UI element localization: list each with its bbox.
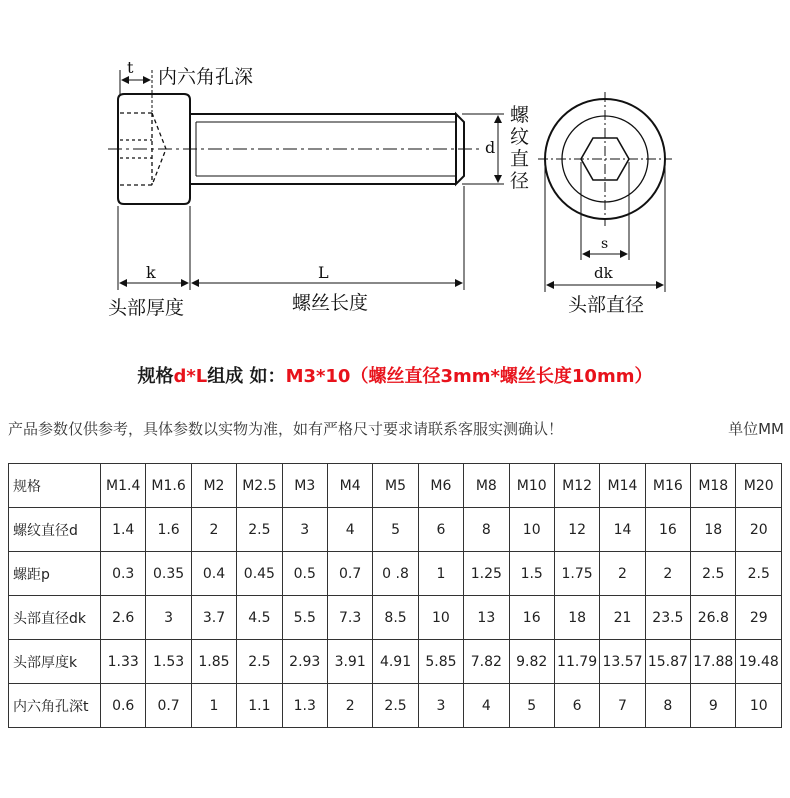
table-cell: 1.3 [282,684,327,728]
table-column-header: M2 [191,464,236,508]
table-cell: 0.35 [146,552,191,596]
table-cell: 11.79 [554,640,599,684]
table-cell: 16 [645,508,690,552]
table-header-row [9,464,782,508]
table-row-label: 内六角孔深t [9,684,101,728]
table-cell: 2 [191,508,236,552]
table-row-label: 头部直径dk [9,596,101,640]
k-dimension-label: k [146,263,156,282]
table-cell: 2.5 [237,508,282,552]
head-diameter-label: 头部直径 [568,294,645,316]
table-column-header: M5 [373,464,418,508]
table-cell: 10 [418,596,463,640]
table-column-header: M14 [600,464,645,508]
table-cell: 1.4 [101,508,146,552]
table-cell: 0.4 [191,552,236,596]
spec-formula [0,362,790,388]
d-dimension-label: d [485,138,496,157]
table-cell: 2.5 [736,552,782,596]
table-cell: 5.5 [282,596,327,640]
table-cell: 6 [554,684,599,728]
table-cell: 1.33 [101,640,146,684]
thread-diameter-label: 螺纹直径 [510,104,530,192]
table-cell: 10 [509,508,554,552]
table-row [9,596,782,640]
table-column-header: M20 [736,464,782,508]
table-cell: 18 [554,596,599,640]
table-cell: 21 [600,596,645,640]
table-cell: 23.5 [645,596,690,640]
table-column-header: M18 [691,464,736,508]
head-thickness-label: 头部厚度 [108,297,185,319]
table-cell: 0.7 [146,684,191,728]
table-cell: 2.5 [691,552,736,596]
table-row-label: 螺距p [9,552,101,596]
reference-notice [8,418,788,439]
table-cell: 0.45 [237,552,282,596]
dk-dimension-label: dk [594,264,613,282]
table-cell: 20 [736,508,782,552]
table-cell: 5 [373,508,418,552]
table-cell: 13.57 [600,640,645,684]
table-column-header: M1.6 [146,464,191,508]
table-cell: 2.5 [373,684,418,728]
table-cell: 16 [509,596,554,640]
table-cell: 3 [146,596,191,640]
table-cell: 0.6 [101,684,146,728]
table-cell: 4 [464,684,509,728]
table-column-header: M4 [327,464,372,508]
screw-drawing [0,0,790,335]
formula-dl: d*L [173,366,208,387]
hex-depth-label: 内六角孔深 [158,66,254,88]
table-cell: 8 [464,508,509,552]
table-cell: 9 [691,684,736,728]
table-cell: 2 [645,552,690,596]
table-cell: 2 [600,552,645,596]
table-cell: 2.6 [101,596,146,640]
table-column-header: M3 [282,464,327,508]
table-cell: 5 [509,684,554,728]
table-cell: 1.25 [464,552,509,596]
table-cell: 6 [418,508,463,552]
table-cell: 19.48 [736,640,782,684]
table-cell: 0.3 [101,552,146,596]
table-cell: 1.6 [146,508,191,552]
table-cell: 15.87 [645,640,690,684]
table-header-label: 规格 [9,464,101,508]
table-cell: 3 [282,508,327,552]
table-cell: 5.85 [418,640,463,684]
table-column-header: M8 [464,464,509,508]
table-cell: 1.75 [554,552,599,596]
table-cell: 9.82 [509,640,554,684]
table-column-header: M10 [509,464,554,508]
table-row-label: 螺纹直径d [9,508,101,552]
table-cell: 7.3 [327,596,372,640]
table-cell: 4.91 [373,640,418,684]
formula-prefix: 规格 [137,366,174,387]
s-dimension-label: s [601,236,609,252]
formula-example: M3*10（螺丝直径3mm*螺丝长度10mm） [285,366,653,387]
table-cell: 0 .8 [373,552,418,596]
table-cell: 4.5 [237,596,282,640]
table-cell: 10 [736,684,782,728]
table-cell: 12 [554,508,599,552]
table-cell: 17.88 [691,640,736,684]
table-cell: 1.53 [146,640,191,684]
table-row [9,640,782,684]
table-cell: 1.5 [509,552,554,596]
L-dimension-label: L [318,263,329,282]
table-cell: 3.7 [191,596,236,640]
table-cell: 1 [418,552,463,596]
table-row [9,552,782,596]
table-column-header: M2.5 [237,464,282,508]
thread-length-label: 螺丝长度 [292,292,369,314]
notice-text: 产品参数仅供参考，具体参数以实物为准，如有严格尺寸要求请联系客服实测确认！ [8,420,564,438]
t-dimension-label: t [127,58,134,77]
table-column-header: M16 [645,464,690,508]
table-column-header: M6 [418,464,463,508]
table-cell: 2 [327,684,372,728]
table-cell: 0.7 [327,552,372,596]
table-column-header: M12 [554,464,599,508]
table-cell: 1 [191,684,236,728]
table-cell: 14 [600,508,645,552]
table-cell: 2.5 [237,640,282,684]
table-cell: 0.5 [282,552,327,596]
table-cell: 4 [327,508,372,552]
table-row-label: 头部厚度k [9,640,101,684]
spec-table [8,463,782,728]
table-cell: 7.82 [464,640,509,684]
table-cell: 3 [418,684,463,728]
table-column-header: M1.4 [101,464,146,508]
table-cell: 3.91 [327,640,372,684]
table-row [9,684,782,728]
table-cell: 1.1 [237,684,282,728]
unit-label: 单位MM [728,420,784,438]
table-cell: 8 [645,684,690,728]
table-cell: 2.93 [282,640,327,684]
formula-middle: 组成 如： [207,366,286,387]
table-cell: 13 [464,596,509,640]
table-cell: 29 [736,596,782,640]
table-cell: 7 [600,684,645,728]
screw-dimension-diagram [0,0,790,335]
table-cell: 26.8 [691,596,736,640]
table-cell: 1.85 [191,640,236,684]
table-cell: 8.5 [373,596,418,640]
table-cell: 18 [691,508,736,552]
table-row [9,508,782,552]
